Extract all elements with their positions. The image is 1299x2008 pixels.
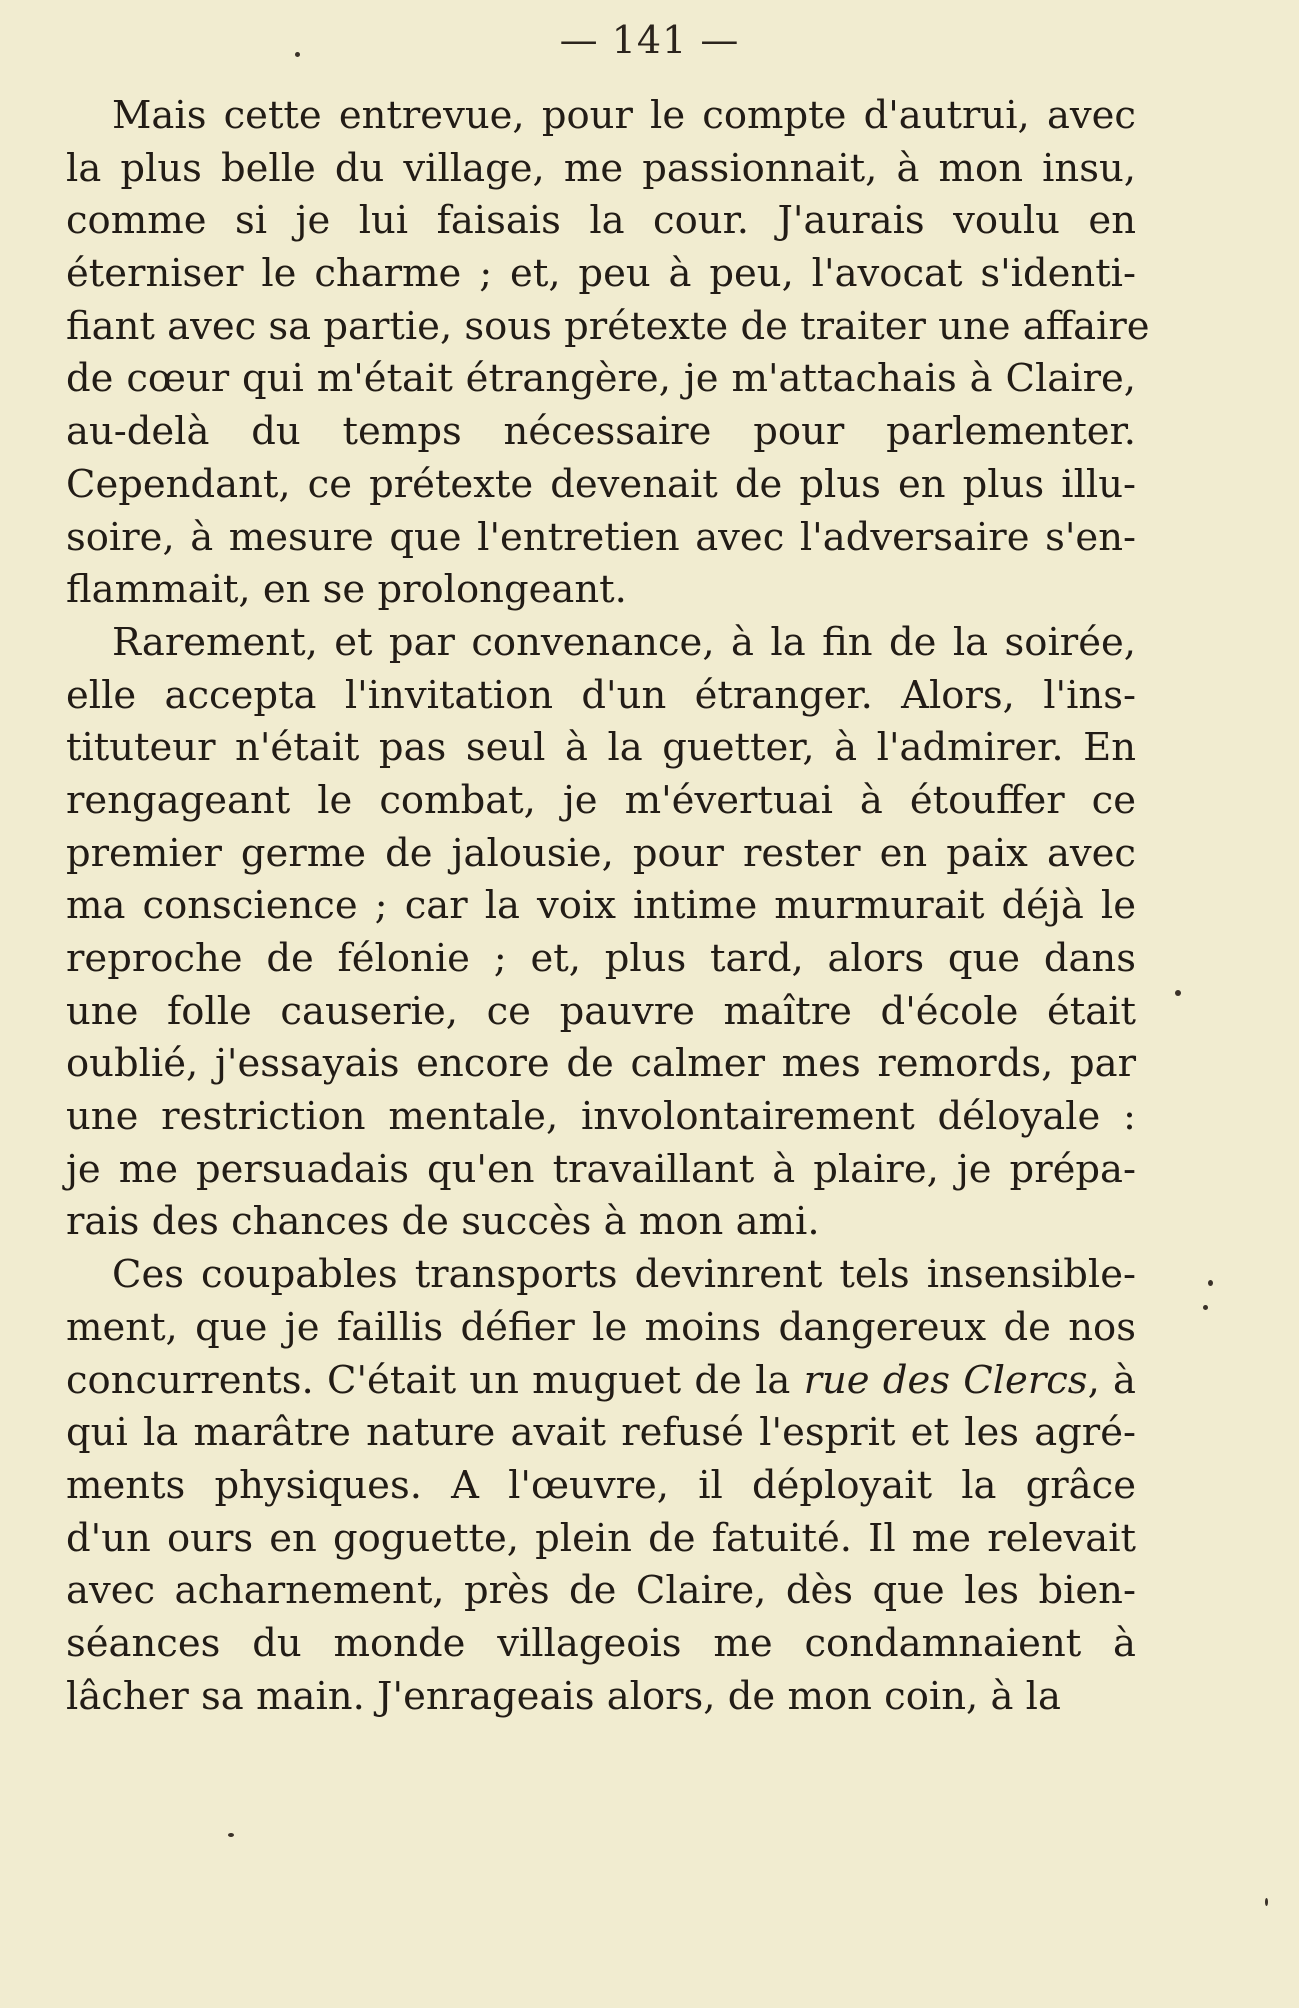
text-line: rais des chances de succès à mon ami. [66,1199,820,1245]
text-line: reproche de félonie ; et, plus tard, alors que dans [66,936,1136,981]
text-line: séances du monde villageois me condamnaient à [66,1620,1136,1666]
text-line: tituteur n'était pas seul à la guetter, à l'admirer. En [66,725,1136,771]
ink-speck [228,1833,234,1837]
paragraph-3 [66,1249,1136,1723]
text-line-with-italic [66,1355,1136,1408]
text-line: soire, à mesure que l'entretien avec l'adversaire s'en- [66,514,1136,560]
text-line: ment, que je faillis défier le moins dangereux de nos [66,1304,1136,1350]
ink-speck [295,52,300,57]
text-line: ma conscience ; car la voix intime murmurait déjà le [66,883,1136,929]
page-number: — 141 — [559,18,740,62]
ink-speck [1203,1305,1208,1310]
text-line: flammait, en se prolongeant. [66,567,627,613]
text-line: éterniser le charme ; et, peu à peu, l'avocat s'identi- [66,251,1136,297]
text-line: Cependant, ce prétexte devenait de plus en plus illu- [66,461,1136,507]
text-line: de cœur qui m'était étrangère, je m'attachais à Claire, [66,356,1136,402]
text-line: rengageant le combat, je m'évertuai à étouffer ce [66,777,1136,823]
text-line: Ces coupables transports devinrent tels insensible- [112,1252,1136,1298]
text-line: comme si je lui faisais la cour. J'aurais voulu en [66,198,1136,244]
ink-speck [1265,1898,1268,1906]
text-line: d'un ours en goguette, plein de fatuité. Il me relevait [66,1515,1136,1561]
text-line: elle accepta l'invitation d'un étranger. Alors, l'ins- [66,672,1136,718]
text-line: lâcher sa main. J'enrageais alors, de mon coin, à la [66,1673,1061,1719]
text-line: une folle causerie, ce pauvre maître d'école était [66,988,1136,1034]
text-line: avec acharnement, près de Claire, dès que les bien- [66,1568,1136,1614]
text-line: Mais cette entrevue, pour le compte d'autrui, avec [112,93,1136,138]
paragraph-1 [66,90,1150,617]
text-line: je me persuadais qu'en travaillant à plaire, je prépa- [66,1146,1136,1192]
ink-speck [1208,1280,1213,1286]
text-line: qui la marâtre nature avait refusé l'esprit et les agré- [66,1410,1136,1456]
italic-street-name: rue des Clercs [803,1357,1088,1403]
text-line: la plus belle du village, me passionnait, à mon insu, [66,145,1136,191]
text-line: fiant avec sa partie, sous prétexte de traiter une affaire [66,303,1150,349]
text-segment: concurrents. C'était un muguet de la [66,1357,804,1403]
text-line: ments physiques. A l'œuvre, il déployait la grâce [66,1462,1136,1508]
body-text [66,90,1150,1723]
text-line: premier germe de jalousie, pour rester en paix avec [66,830,1136,876]
text-line: au-delà du temps nécessaire pour parlementer. [66,409,1136,455]
text-line: oublié, j'essayais encore de calmer mes remords, par [66,1041,1136,1087]
ink-speck [1175,990,1181,996]
text-segment: , à [1087,1357,1137,1403]
text-line: Rarement, et par convenance, à la fin de la soirée, [112,619,1136,665]
text-line: une restriction mentale, involontairement déloyale : [66,1094,1136,1140]
paragraph-2 [66,617,1136,1249]
